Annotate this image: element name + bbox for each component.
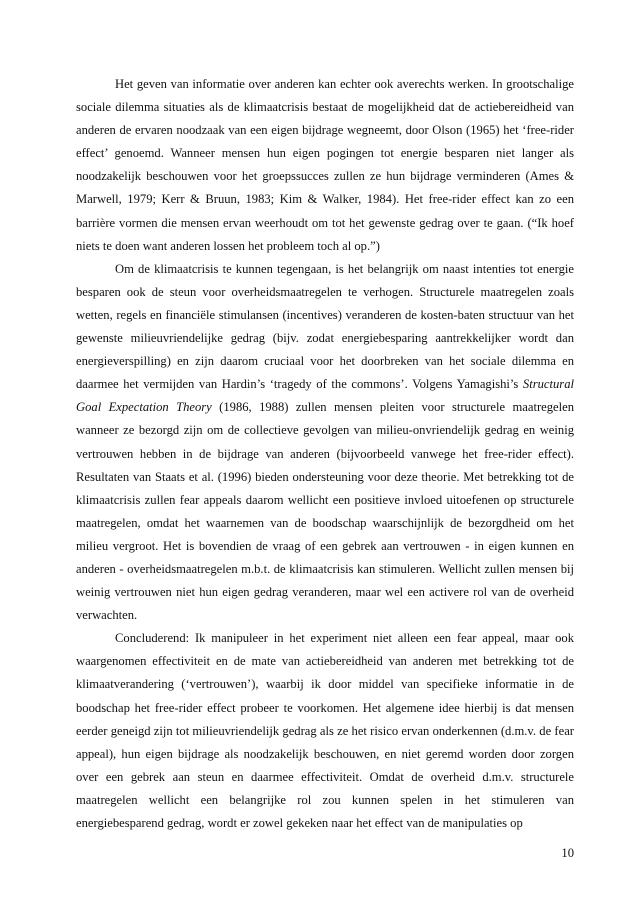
paragraph-conclusion — [76, 627, 574, 835]
theory-title: Structural Goal Expectation Theory — [76, 377, 574, 415]
body-text — [76, 73, 574, 835]
paragraph-text: Concluderend: Ik manipuleer in het experiment niet alleen een fear appeal, maar ook waargenomen effectiviteit en de mate van actiebereidheid van anderen met betrekking tot de klimaatverandering (‘vertrouwen’), waarbij ik door middel van specifieke informatie in de boodschap het free-rider effect probeer te voorkomen. Het algemene idee hierbij is dat mensen eerder geneigd zijn tot milieuvriendelijk gedrag als ze het risico ervan onderkennen (d.m.v. de fear appeal), hun eigen bijdrage als noodzakelijk beschouwen, en niet geremd worden door zorgen over een gebrek aan steun en daarmee effectiviteit. Omdat de overheid d.m.v. structurele maatregelen wellicht een belangrijke rol zou kunnen spelen in het stimuleren van energiebesparend gedrag, wordt er zowel gekeken naar het effect van de manipulaties op — [76, 631, 574, 830]
paragraph-text: Het geven van informatie over anderen kan echter ook averechts werken. In grootschalige sociale dilemma situaties als de klimaatcrisis bestaat de mogelijkheid dat de actiebereidheid van anderen de ervaren noodzaak van een eigen bijdrage wegneemt, door Olson (1965) het ‘free-rider effect’ genoemd. Wanneer mensen hun eigen pogingen tot energie besparen niet langer als noodzakelijk beschouwen voor het groepssucces zullen ze hun bijdrage verminderen (Ames & Marwell, 1979; Kerr & Bruun, 1983; Kim & Walker, 1984). Het free-rider effect kan zo een barrière vormen die mensen ervan weerhoudt om tot het gewenste gedrag over te gaan. (“Ik hoef niets te doen want anderen lossen het probleem toch al op.”) — [76, 77, 574, 253]
paragraph-text: (1986, 1988) zullen mensen pleiten voor structurele maatregelen wanneer ze bezorgd zijn om de collectieve gevolgen van milieu-onvriendelijk gedrag en weinig vertrouwen hebben in de bijdrage van anderen (bijvoorbeeld vanwege het free-rider effect). Resultaten van Staats et al. (1996) bieden ondersteuning voor deze theorie. Met betrekking tot de klimaatcrisis zullen fear appeals daarom wellicht een positieve invloed uitoefenen op structurele maatregelen, omdat het waarnemen van de boodschap waarschijnlijk de bezorgdheid om het milieu vergroot. Het is bovendien de vraag of een gebrek aan vertrouwen - in eigen kunnen en anderen - overheidsmaatregelen m.b.t. de klimaatcrisis kan stimuleren. Wellicht zullen mensen bij weinig vertrouwen niet hun eigen gedrag veranderen, maar wel een activere rol van de overheid verwachten. — [76, 400, 575, 623]
page-number: 10 — [561, 846, 574, 860]
paragraph-text: Om de klimaatcrisis te kunnen tegengaan, is het belangrijk om naast intenties tot energie besparen ook de steun voor overheidsmaatregelen te verhogen. Structurele maatregelen zoals wetten, regels en financiële stimulansen (incentives) veranderen de kosten-baten structuur van het gewenste milieuvriendelijke gedrag (bijv. zodat energiebesparing aantrekkelijker wordt dan energieverspilling) en zijn daarom cruciaal voor het doorbreken van het sociale dilemma en daarmee het vermijden van Hardin’s ‘tragedy of the commons’. Volgens Yamagishi’s — [76, 261, 574, 392]
paragraph-free-rider-effect — [76, 73, 574, 258]
paragraph-structural-measures — [76, 258, 574, 628]
